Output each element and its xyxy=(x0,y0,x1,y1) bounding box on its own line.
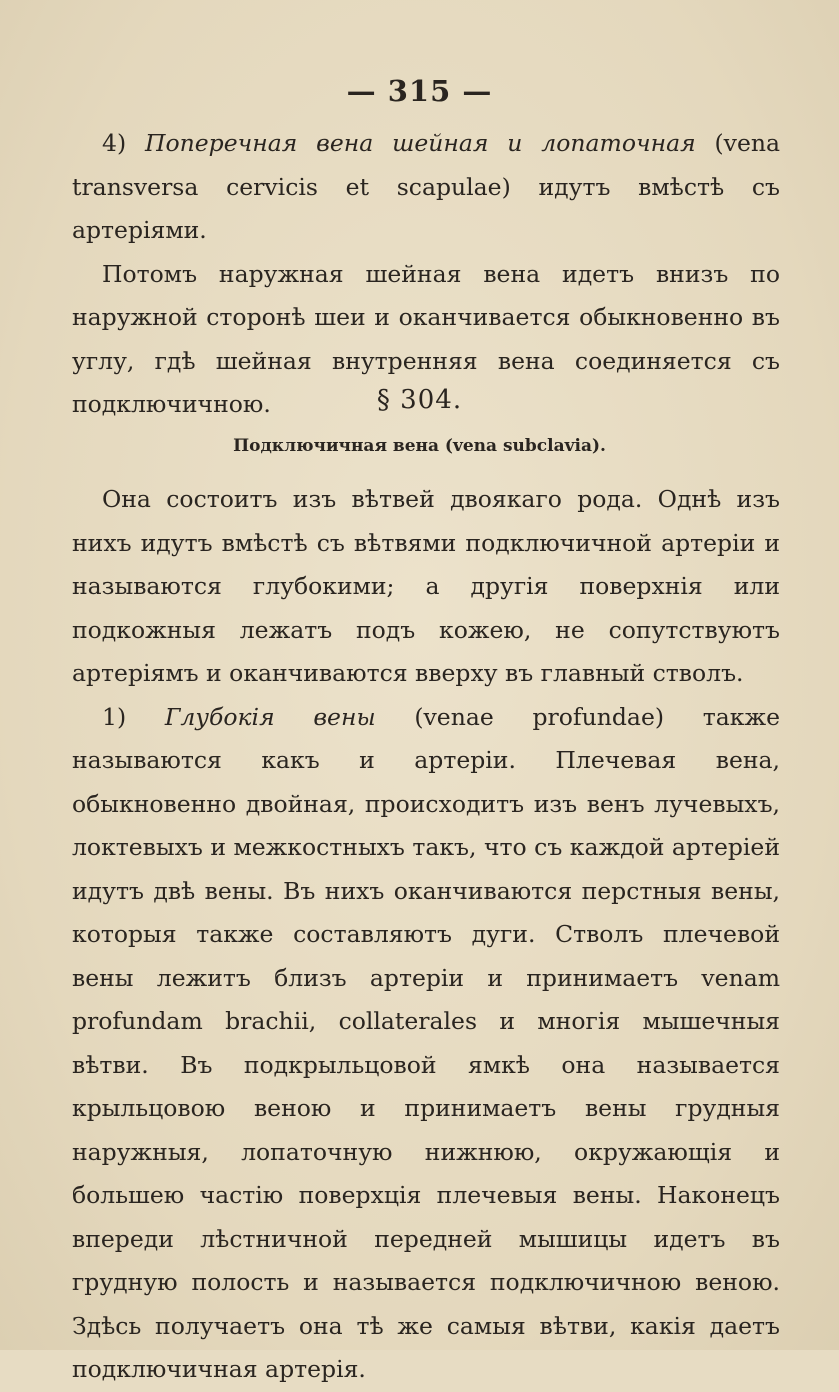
section-title: Подключичная вена (vena subclavia). xyxy=(233,436,606,456)
list-number: 4) xyxy=(102,129,145,157)
paragraph-transverse-vein xyxy=(72,122,780,253)
term-italic: Глубокія вены xyxy=(164,702,376,731)
paragraph-subclavian-intro: Она состоитъ изъ вѣтвей двоякаго рода. Однѣ изъ нихъ идутъ вмѣстѣ съ вѣтвями подключичной артеріи и называются глубокими; а другія поверхнія или подкожныя лежатъ подъ кожею, не сопутствуютъ артеріямъ и оканчиваются вверху въ главный стволъ. xyxy=(72,485,780,687)
list-number: 1) xyxy=(102,702,165,731)
paragraph-text: (vena transversa cervicis et scapulae) идутъ вмѣстѣ съ артеріями. xyxy=(72,129,780,244)
page-number: — 315 — xyxy=(346,74,493,108)
paragraph-external-jugular: Потомъ наружная шейная вена идетъ внизъ по наружной сторонѣ шеи и оканчивается обыкновенно въ углу, гдѣ шейная внутренняя вена соединяется съ подключичною. xyxy=(72,259,780,418)
text-block-bottom xyxy=(72,478,780,1392)
term-italic: Поперечная вена шейная и лопаточная xyxy=(144,129,696,157)
paragraph-text: (venae profundae) также называются какъ и артеріи. Плечевая вена, обыкновенно двойная, происходитъ изъ венъ лучевыхъ, локтевыхъ и межкостныхъ такъ, что съ каждой артеріей идутъ двѣ вены. Въ нихъ оканчиваются перстныя вены, которыя также составляютъ дуги. Стволъ плечевой вены лежитъ близъ артеріи и принимаетъ venam profundam brachii, collaterales и многія мышечныя вѣтви. Въ подкрыльцовой ямкѣ она называется крыльцовою веною и принимаетъ вены грудныя наружныя, лопаточную нижнюю, окружающія и большею частію поверхція плечевыя вены. Наконецъ впереди лѣстничной передней мышицы идетъ въ грудную полость и называется подключичною веною. Здѣсь получаетъ она тѣ же самыя вѣтви, какія даетъ подключичная артерія. xyxy=(72,702,780,1383)
section-number: § 304. xyxy=(376,385,463,415)
paragraph-deep-veins xyxy=(72,696,780,1392)
text-block-top xyxy=(72,122,780,427)
